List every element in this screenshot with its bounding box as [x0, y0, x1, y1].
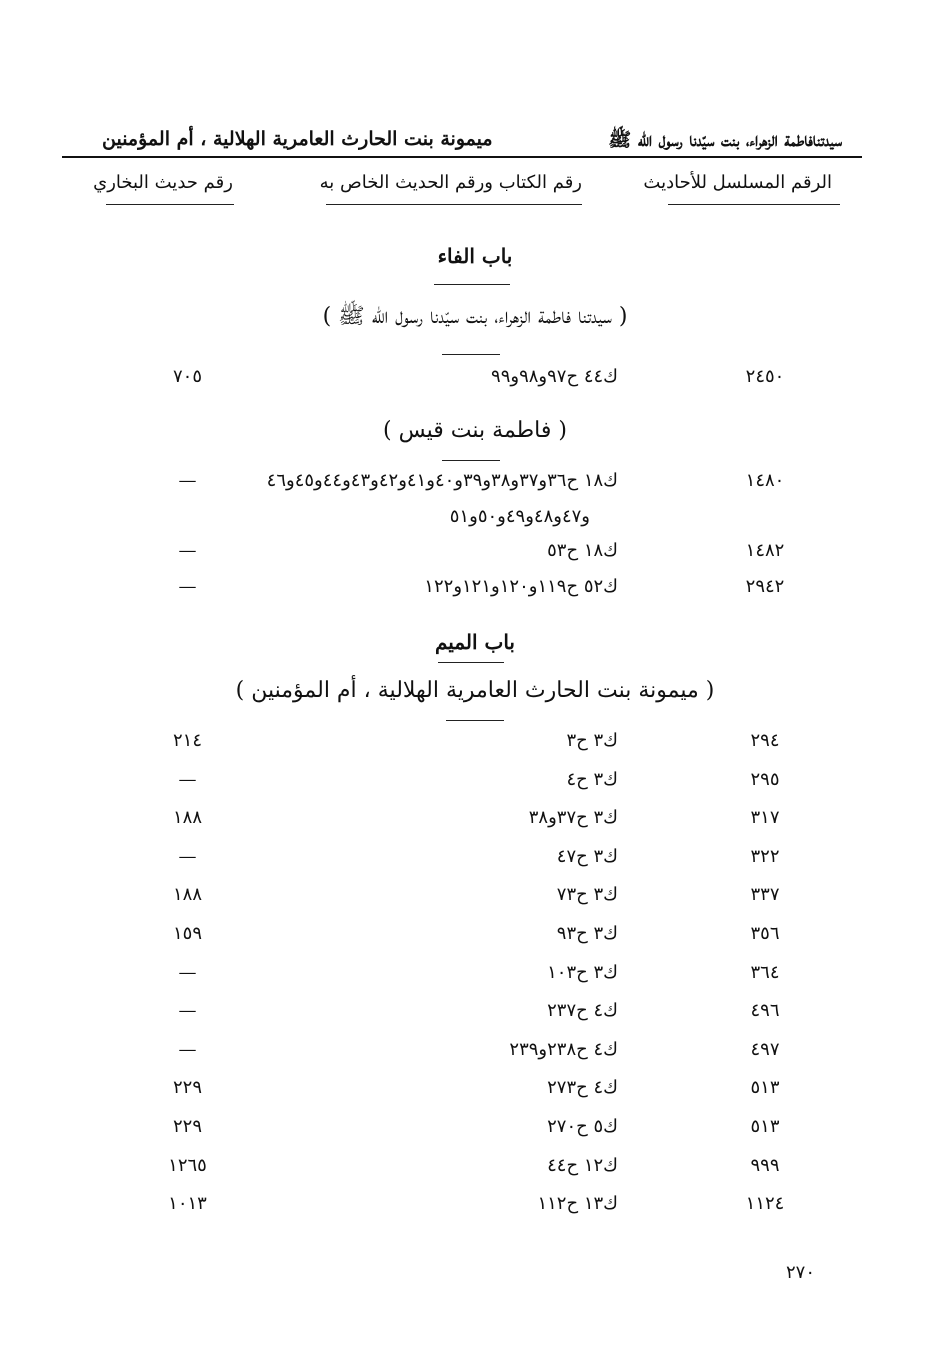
book-hadith-ref: ك١٨ ح٥٣ — [547, 540, 618, 561]
serial-number: ١٤٨٢ — [745, 540, 785, 561]
table-row — [0, 540, 950, 568]
book-hadith-ref: ك١٣ ح١١٢ — [537, 1193, 618, 1215]
serial-number: ٢٩٥ — [750, 768, 780, 790]
book-hadith-ref: ك٣ ح٤ — [566, 768, 618, 790]
person-heading-rule — [442, 354, 500, 355]
book-hadith-ref: ك٤ ح٢٣٨و٢٣٩ — [509, 1038, 618, 1060]
table-row — [0, 1000, 950, 1028]
serial-number: ٣٥٦ — [750, 923, 780, 944]
serial-number: ٥١٣ — [750, 1077, 780, 1099]
serial-number: ٥١٣ — [750, 1116, 780, 1137]
bukhari-number: — — [178, 1038, 197, 1060]
book-hadith-ref: ك٥٢ ح١١٩و١٢٠و١٢١و١٢٢ — [424, 576, 618, 597]
table-row — [0, 1193, 950, 1221]
table-row — [0, 962, 950, 990]
bukhari-number: — — [178, 576, 197, 597]
book-hadith-ref-continuation: و٤٧و٤٨و٤٩و٥٠و٥١ — [449, 506, 590, 527]
running-header-right: سيدتنافاطمة الزهراء، بنت سيّدنا رسول الله ﷺ — [608, 129, 842, 151]
table-row — [0, 769, 950, 797]
bukhari-number: ١٥٩ — [172, 923, 202, 944]
bukhari-number: — — [178, 768, 197, 790]
column-heading-bukhari-underline — [106, 204, 234, 205]
section-title-mim: باب الميم — [434, 630, 515, 654]
person-heading-rule — [446, 720, 504, 721]
table-row-continuation — [0, 506, 950, 534]
column-heading-serial: الرقم المسلسل للأحاديث — [643, 172, 832, 193]
book-hadith-ref: ك٣ ح٣ — [566, 730, 618, 751]
table-row — [0, 807, 950, 835]
header-rule — [62, 156, 862, 158]
bukhari-number: ٢٢٩ — [172, 1077, 202, 1099]
serial-number: ٩٩٩ — [750, 1154, 780, 1176]
table-row — [0, 884, 950, 912]
table-row — [0, 1116, 950, 1144]
bukhari-number: ٧٠٥ — [172, 366, 202, 387]
book-hadith-ref: ك٣ ح٤٧ — [556, 845, 618, 867]
column-heading-serial-underline — [668, 204, 840, 205]
bukhari-number: ١٨٨ — [172, 884, 202, 906]
book-hadith-ref: ك٤٤ ح٩٧و٩٨و٩٩ — [491, 366, 618, 387]
table-row — [0, 846, 950, 874]
book-hadith-ref: ك٥ ح٢٧٠ — [547, 1116, 618, 1137]
book-hadith-ref: ك١٢ ح٤٤ — [547, 1154, 618, 1176]
person-heading-fatima-bint-qays: ( فاطمة بنت قيس ) — [383, 418, 567, 443]
serial-number: ١٤٨٠ — [745, 470, 785, 491]
serial-number: ٣٢٢ — [750, 845, 780, 867]
bukhari-number: ١٠١٣ — [168, 1193, 207, 1215]
page-number: ٢٧٠ — [786, 1262, 816, 1283]
column-heading-book-hadith: رقم الكتاب ورقم الحديث الخاص به — [319, 172, 582, 193]
table-row — [0, 1155, 950, 1183]
table-row — [0, 730, 950, 758]
bukhari-number: ١٨٨ — [172, 807, 202, 829]
section-title-fa-rule — [434, 284, 510, 285]
serial-number: ٣٦٤ — [750, 961, 780, 983]
serial-number: ٤٩٦ — [750, 1000, 780, 1022]
bukhari-number: — — [178, 961, 197, 983]
column-heading-book-hadith-underline — [326, 204, 582, 205]
bukhari-number: ١٢٦٥ — [168, 1154, 207, 1176]
table-row — [0, 1077, 950, 1105]
bukhari-number: — — [178, 470, 197, 491]
section-title-fa: باب الفاء — [437, 244, 513, 268]
person-heading-maymuna: ( ميمونة بنت الحارث العامرية الهلالية ، أم المؤمنين ) — [235, 678, 715, 703]
bukhari-number: ٢٢٩ — [172, 1116, 202, 1137]
column-heading-bukhari: رقم حديث البخاري — [93, 172, 233, 193]
section-title-mim-rule — [438, 662, 504, 663]
book-hadith-ref: ك٣ ح٣٧و٣٨ — [528, 807, 618, 829]
bukhari-number: — — [178, 540, 197, 561]
person-heading-fatima-zahra: ( سيدتنا فاطمة الزهراء، بنت سيّدنا رسول الله ﷺ ) — [322, 304, 628, 329]
book-hadith-ref: ك٤ ح٢٣٧ — [547, 1000, 618, 1022]
table-row — [0, 1039, 950, 1067]
serial-number: ٣١٧ — [750, 807, 780, 829]
table-row — [0, 576, 950, 604]
serial-number: ٤٩٧ — [750, 1038, 780, 1060]
serial-number: ٢٩٤٢ — [745, 576, 785, 597]
table-row — [0, 923, 950, 951]
serial-number: ٢٩٤ — [750, 730, 780, 751]
serial-number: ٢٤٥٠ — [745, 366, 785, 387]
book-hadith-ref: ك٤ ح٢٧٣ — [547, 1077, 618, 1099]
book-hadith-ref: ك١٨ ح٣٦و٣٧و٣٨و٣٩و٤٠و٤١و٤٢و٤٣و٤٤و٤٥و٤٦ — [266, 470, 618, 491]
book-hadith-ref: ك٣ ح٧٣ — [556, 884, 618, 906]
serial-number: ١١٢٤ — [745, 1193, 785, 1215]
table-row — [0, 470, 950, 498]
book-hadith-ref: ك٣ ح١٠٣ — [547, 961, 618, 983]
serial-number: ٣٣٧ — [750, 884, 780, 906]
bukhari-number: ٢١٤ — [172, 730, 202, 751]
bukhari-number: — — [178, 1000, 197, 1022]
running-header-left: ميمونة بنت الحارث العامرية الهلالية ، أم المؤمنين — [102, 128, 493, 150]
person-heading-rule — [442, 460, 500, 461]
table-row — [0, 366, 950, 394]
bukhari-number: — — [178, 845, 197, 867]
book-hadith-ref: ك٣ ح٩٣ — [556, 923, 618, 944]
